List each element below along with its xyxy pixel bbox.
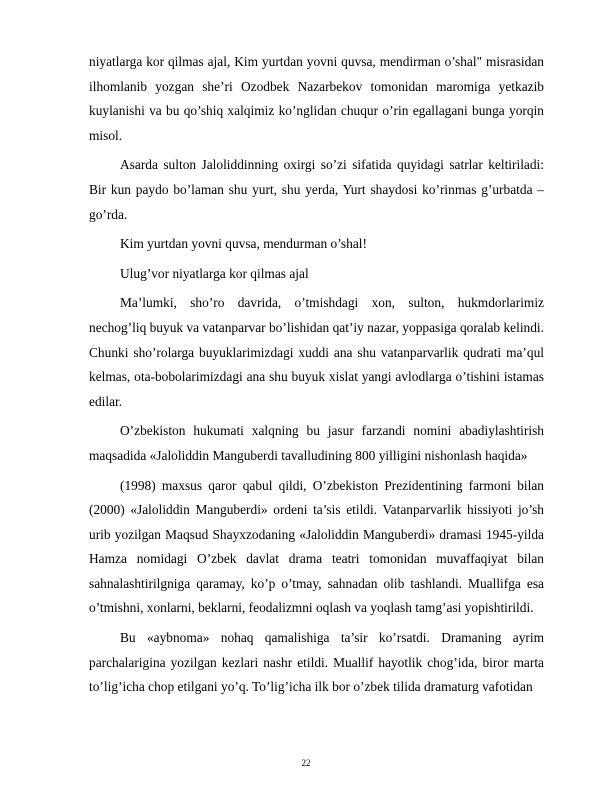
paragraph-continued: niyatlarga kor qilmas ajal, Kim yurtdan yovni quvsa, mendirman o’shal" misrasidan ilhomlanib yozgan she’ri Ozodbek Nazarbekov tomonidan maromiga yetkazib kuylanishi va bu qo’shiq xalqimiz ko’nglidan chuqur o’rin egallagani bunga yorqin misol. — [89, 54, 544, 143]
paragraph-accusation: Bu «aybnoma» nohaq qamalishiga ta’sir ko’rsatdi. Dramaning ayrim parchalarigina yozilgan kezlari nashr etildi. Muallif hayotlik chog’ida, biror marta to’lig’icha chop etilgani yo’q. To’lig’icha ilk bor o’zbek tilida dramaturg vafotidan — [89, 630, 544, 695]
document-page — [89, 50, 544, 705]
paragraph-decree: (1998) maxsus qaror qabul qildi, O’zbekiston Prezidentining farmoni bilan (2000) «Jaloliddin Manguberdi» ordeni ta’sis etildi. Vatanparvarlik hissiyoti jo’sh urib yozilgan Maqsud Shayxzodaning «Jaloliddin Manguberdi» dramasi 1945-yilda Hamza nomidagi O’zbek davlat drama teatri tomonidan muvaffaqiyat bilan sahnalashtirilgniga qaramay, ko’p o’tmay, sahnadan olib tashlandi. Muallifga esa o’tmishni, xonlarni, beklarni, feodalizmni oqlash va yoqlash tamg’asi yopishtirildi. — [89, 477, 544, 616]
poem-line-2: Ulug’vor niyatlarga kor qilmas ajal — [120, 265, 309, 281]
paragraph-soviet-era: Ma’lumki, sho’ro davrida, o’tmishdagi xon, sulton, hukmdorlarimiz nechog’liq buyuk va vatanparvar bo’lishidan qat’iy nazar, yoppasiga qoralab kelindi. Chunki sho’rolarga buyuklarimizdagi xuddi ana shu vatanparvarlik qudrati ma’qul kelmas, ota-bobolarimizdagi ana shu buyuk xislat yangi avlodlarga o’tishini istamas edilar. — [89, 295, 544, 409]
paragraph-quote-intro: Asarda sulton Jaloliddinning oxirgi so’zi sifatida quyidagi satrlar keltiriladi: Bir kun paydo bo’laman shu yurt, shu yerda, Yurt shaydosi ko’rinmas g’urbatda – go’rda. — [89, 157, 544, 222]
poem-line-1: Kim yurtdan yovni quvsa, mendurman o’shal! — [120, 236, 367, 252]
page-number: 22 — [301, 758, 311, 768]
paragraph-government: O’zbekiston hukumati xalqning bu jasur farzandi nomini abadiylashtirish maqsadida «Jaloliddin Manguberdi tavalludining 800 yilligini nishonlash haqida» — [89, 423, 544, 463]
